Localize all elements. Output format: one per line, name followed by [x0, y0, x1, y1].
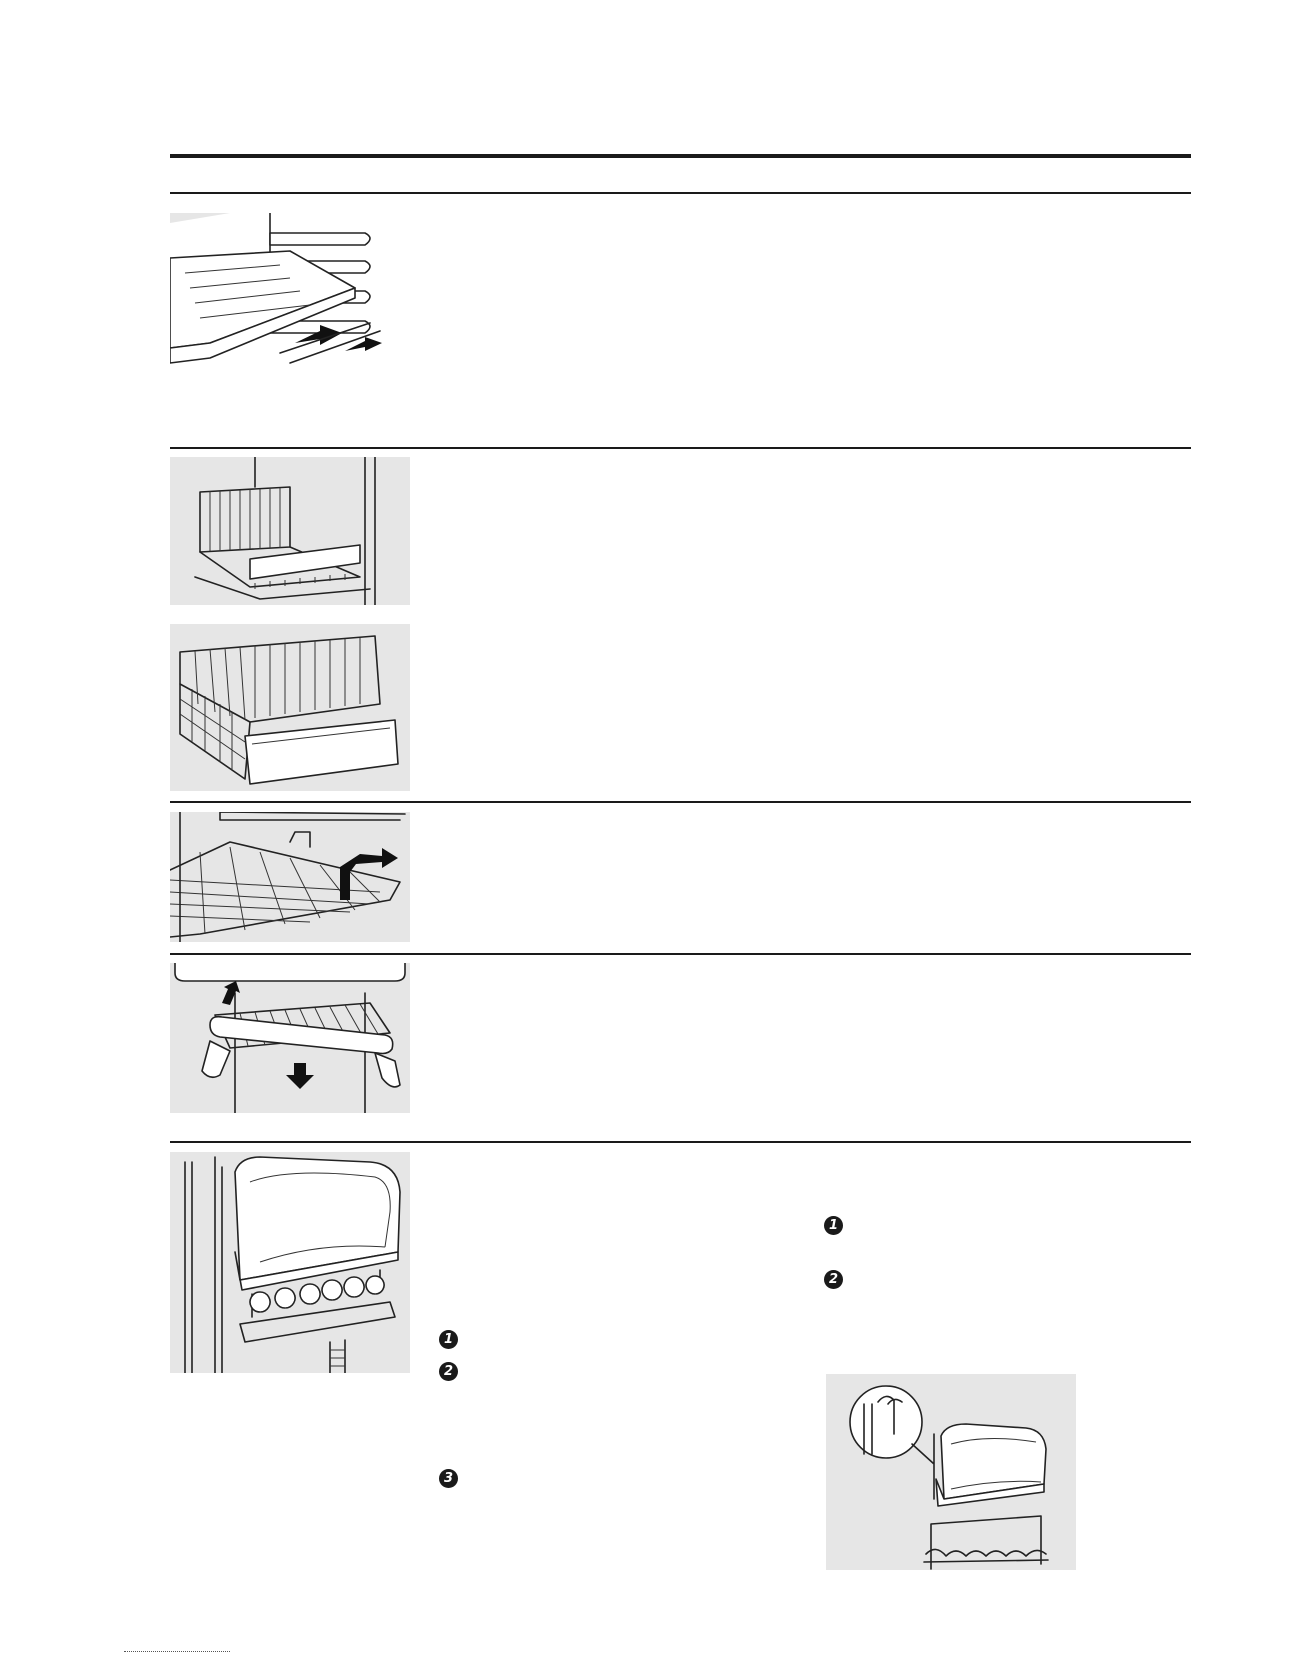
- step-badge: 1: [824, 1216, 843, 1235]
- wire-basket-illustration: [170, 457, 410, 605]
- door-bin-can-rack-illustration: [170, 1152, 410, 1373]
- section-divider: [170, 1141, 1191, 1143]
- step-badge: 2: [439, 1362, 458, 1381]
- step-badge: 2: [824, 1270, 843, 1289]
- footer-rule: [124, 1651, 230, 1652]
- header-rule: [170, 154, 1191, 158]
- freezer-basket-illustration: [170, 624, 410, 791]
- section-divider: [170, 801, 1191, 803]
- wire-shelf-illustration: [170, 812, 410, 942]
- section-divider: [170, 192, 1191, 194]
- step-badge: 1: [439, 1330, 458, 1349]
- sliding-shelf-illustration: [170, 963, 410, 1113]
- step-badge: 3: [439, 1469, 458, 1488]
- section-divider: [170, 953, 1191, 955]
- bin-removal-illustration: [826, 1374, 1076, 1570]
- section-divider: [170, 447, 1191, 449]
- glass-shelf-illustration: [170, 213, 410, 375]
